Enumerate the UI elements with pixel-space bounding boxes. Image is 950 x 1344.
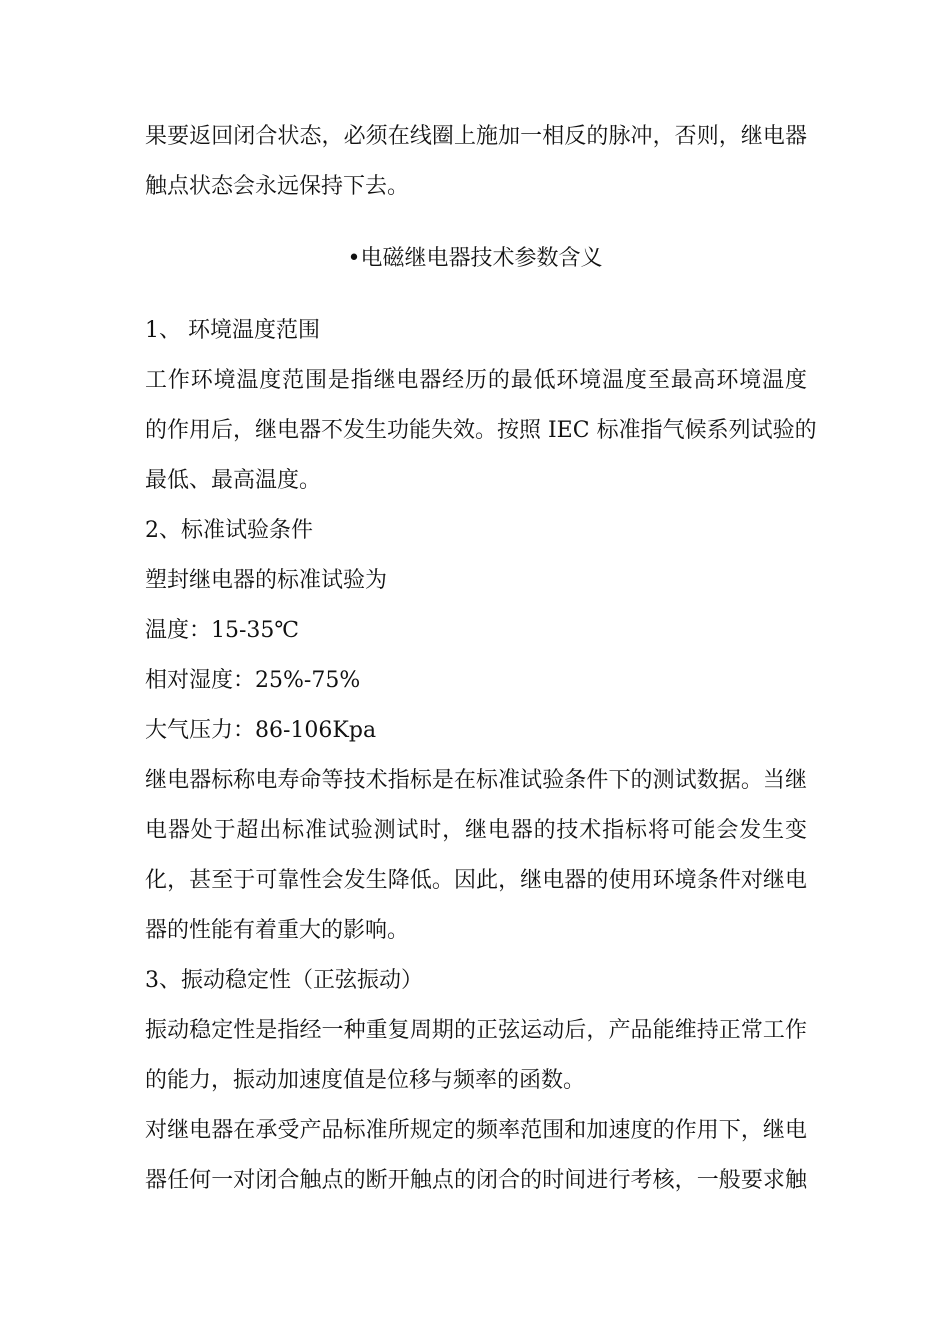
paragraph-line: 果要返回闭合状态，必须在线圈上施加一相反的脉冲，否则，继电器: [145, 124, 807, 149]
subsection-heading: 1、 环境温度范围: [145, 318, 320, 343]
paragraph-line: 化，甚至于可靠性会发生降低。因此，继电器的使用环境条件对继电: [145, 868, 807, 893]
paragraph-line: 器任何一对闭合触点的断开触点的闭合的时间进行考核，一般要求触: [145, 1168, 807, 1193]
spec-line: 相对湿度：25%-75%: [145, 668, 361, 693]
subsection-heading: 3、振动稳定性（正弦振动）: [145, 968, 423, 993]
paragraph-line: 的作用后，继电器不发生功能失效。按照 IEC 标准指气候系列试验的: [145, 418, 817, 443]
paragraph-line: 触点状态会永远保持下去。: [145, 174, 410, 199]
paragraph-line: 器的性能有着重大的影响。: [145, 918, 410, 943]
paragraph-line: 的能力，振动加速度值是位移与频率的函数。: [145, 1068, 586, 1093]
spec-line: 大气压力：86-106Kpa: [145, 718, 377, 743]
spec-line: 温度：15-35℃: [145, 618, 300, 643]
paragraph-line: 振动稳定性是指经一种重复周期的正弦运动后，产品能维持正常工作: [145, 1018, 807, 1043]
paragraph-line: 塑封继电器的标准试验为: [145, 568, 388, 593]
paragraph-line: 继电器标称电寿命等技术指标是在标准试验条件下的测试数据。当继: [145, 768, 807, 793]
paragraph-line: 最低、最高温度。: [145, 468, 322, 493]
paragraph-line: 对继电器在承受产品标准所规定的频率范围和加速度的作用下，继电: [145, 1118, 807, 1143]
subsection-heading: 2、标准试验条件: [145, 518, 313, 543]
paragraph-line: 工作环境温度范围是指继电器经历的最低环境温度至最高环境温度: [145, 368, 807, 393]
section-heading: •电磁继电器技术参数含义: [347, 246, 603, 271]
paragraph-line: 电器处于超出标准试验测试时，继电器的技术指标将可能会发生变: [145, 818, 807, 843]
